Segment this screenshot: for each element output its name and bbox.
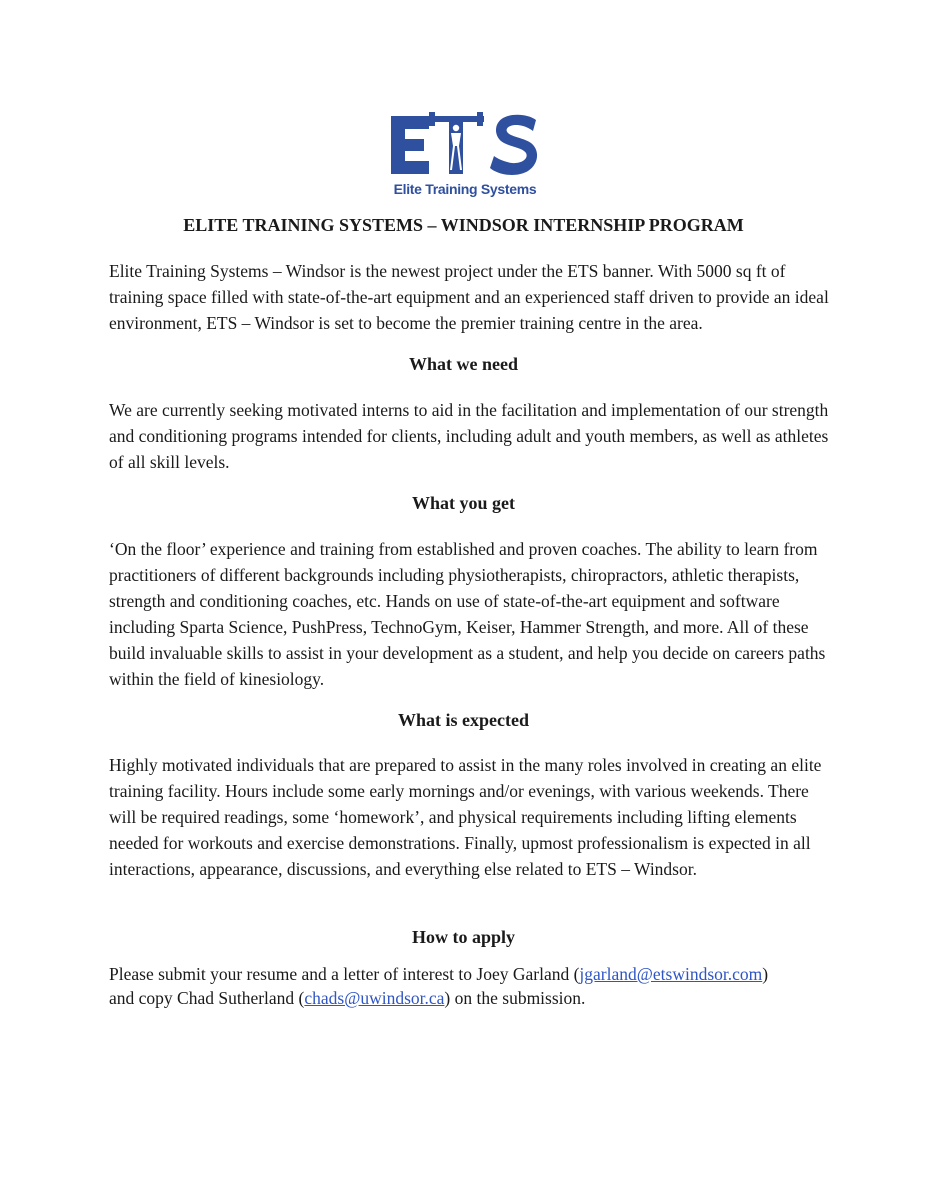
section-body-what-is-expected: Highly motivated individuals that are prepared to assist in the many roles involved in creating an elite training facility. Hours include some early mornings and/or evenings, with various weekends. There will be required readings, some ‘homework’, and physical requirements including lifting elements needed for workouts and exercise demonstrations. Finally, upmost professionalism is expected in all interactions, appearance, discussions, and everything else related to ETS – Windsor.	[109, 755, 822, 879]
apply-text-4: ) on the submission.	[444, 988, 586, 1008]
apply-line-1	[109, 962, 834, 986]
email-link-joey-garland[interactable]: jgarland@etswindsor.com	[579, 964, 763, 984]
section-heading-how-to-apply: How to apply	[411, 927, 516, 947]
section-body-what-we-need: We are currently seeking motivated interns to aid in the facilitation and implementation of our strength and conditioning programs intended for clients, including adult and youth members, as well as athletes of all skill levels.	[109, 400, 829, 472]
logo-tagline: Elite Training Systems	[393, 181, 537, 197]
section-heading-what-we-need: What we need	[409, 354, 518, 374]
apply-text-3: and copy Chad Sutherland (	[109, 988, 305, 1008]
apply-paragraph	[109, 962, 834, 1010]
page-title: ELITE TRAINING SYSTEMS – WINDSOR INTERNSHIP PROGRAM	[183, 215, 744, 235]
ets-logo	[388, 112, 543, 200]
apply-text-2: )	[762, 964, 769, 984]
email-link-chad-sutherland[interactable]: chads@uwindsor.ca	[304, 988, 445, 1008]
apply-text-1: Please submit your resume and a letter of interest to Joey Garland (	[109, 964, 580, 984]
ets-logo-graphic	[388, 112, 543, 200]
section-body-what-you-get: ‘On the floor’ experience and training from established and proven coaches. The ability to learn from practitioners of different backgrounds including physiotherapists, chiropractors, athletic therapists, strength and conditioning coaches, etc. Hands on use of state-of-the-art equipment and software including Sparta Science, PushPress, TechnoGym, Keiser, Hammer Strength, and more. All of these build invaluable skills to assist in your development as a student, and help you decide on careers paths within the field of kinesiology.	[109, 539, 826, 689]
apply-line-2	[109, 986, 834, 1010]
intro-paragraph: Elite Training Systems – Windsor is the newest project under the ETS banner. With 5000 sq ft of training space filled with state-of-the-art equipment and an experienced staff driven to provide an ideal environment, ETS – Windsor is set to become the premier training centre in the area.	[109, 261, 829, 333]
section-heading-what-you-get: What you get	[412, 493, 515, 513]
section-heading-what-is-expected: What is expected	[398, 710, 529, 730]
